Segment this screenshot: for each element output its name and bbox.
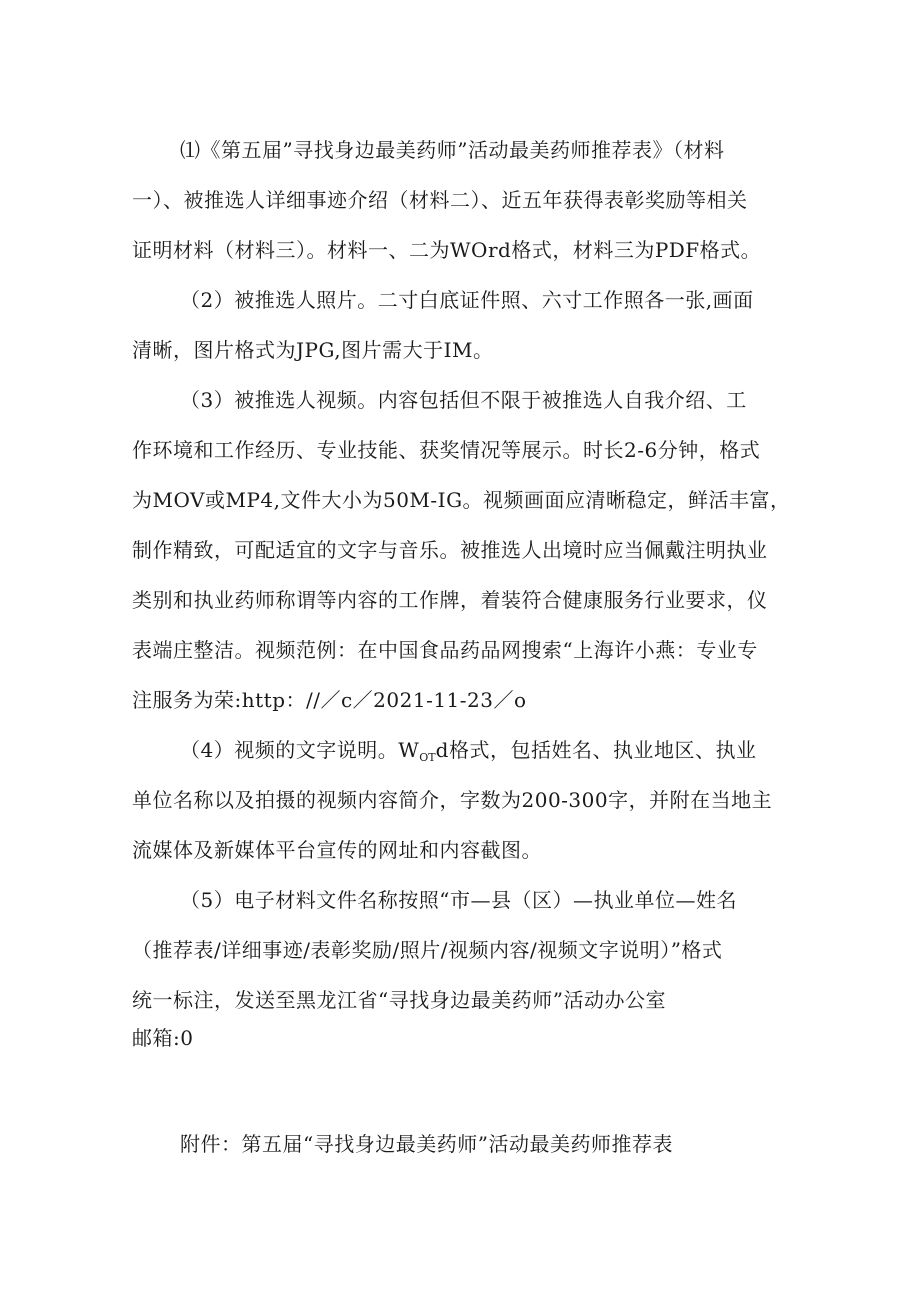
item-3-line-7: 注服务为荣:http：//／c／2021-11-23／o	[132, 688, 527, 712]
item-3-line-5: 类别和执业药师称谓等内容的工作牌，着装符合健康服务行业要求，仪	[132, 588, 768, 612]
item-1-line-1: ⑴《第五届”寻找身边最美药师”活动最美药师推荐表》（材料	[180, 138, 725, 162]
item-2-line-2: 清晰，图片格式为JPG,图片需大于IM。	[132, 338, 494, 362]
attachment-line: 附件：第五届“寻找身边最美药师”活动最美药师推荐表	[180, 1132, 673, 1156]
item-4-line-3: 流媒体及新媒体平台宣传的网址和内容截图。	[132, 838, 542, 862]
item-4-line-2: 单位名称以及拍摄的视频内容简介，字数为200-300字，并附在当地主	[132, 788, 773, 812]
item-5-line-3: 统一标注，发送至黑龙江省“寻找身边最美药师”活动办公室	[132, 988, 666, 1012]
item-3-line-6: 表端庄整洁。视频范例：在中国食品药品网搜索“上海许小燕：专业专	[132, 638, 758, 662]
item-5-line-1: （5）电子材料文件名称按照“市—县（区）—执业单位—姓名	[180, 888, 737, 912]
item-3-line-4: 制作精致，可配适宜的文字与音乐。被推选人出境时应当佩戴注明执业	[132, 538, 768, 562]
item-4-line-1-subscript: OT	[419, 751, 436, 764]
item-4-line-1	[180, 736, 756, 772]
item-5-line-4: 邮箱:0	[132, 1026, 194, 1050]
item-1-line-2: 一）、被推选人详细事迹介绍（材料二）、近五年获得表彰奖励等相关	[132, 188, 748, 212]
item-3-line-3: 为MOV或MP4,文件大小为50M-IG。视频画面应清晰稳定，鲜活丰富，	[132, 488, 791, 512]
item-5-line-2: （推荐表/详细事迹/表彰奖励/照片/视频内容/视频文字说明）”格式	[132, 938, 723, 962]
item-2-line-1: （2）被推选人照片。二寸白底证件照、六寸工作照各一张,画面	[180, 288, 754, 312]
item-3-line-1: （3）被推选人视频。内容包括但不限于被推选人自我介绍、工	[180, 388, 747, 412]
item-3-line-2: 作环境和工作经历、专业技能、获奖情况等展示。时长2-6分钟，格式	[132, 438, 761, 462]
item-1-line-3: 证明材料（材料三）。材料一、二为WOrd格式，材料三为PDF格式。	[132, 238, 762, 262]
item-4-line-1-prefix: （4）视频的文字说明。W	[180, 738, 420, 762]
item-4-line-1-suffix: d格式，包括姓名、执业地区、执业	[435, 738, 757, 762]
